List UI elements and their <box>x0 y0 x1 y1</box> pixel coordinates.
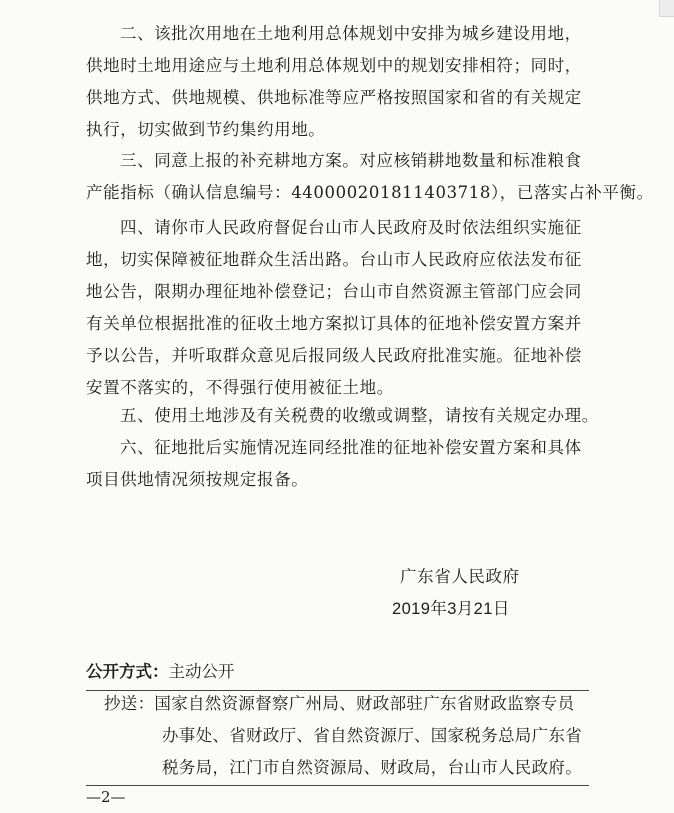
paragraph-line: 四、请你市人民政府督促台山市人民政府及时依法组织实施征 <box>120 218 582 237</box>
paragraph-line: 安置不落实的，不得强行使用被征土地。 <box>86 378 394 397</box>
signature-organization: 广东省人民政府 <box>400 567 520 586</box>
cc-label: 抄送： <box>104 694 155 713</box>
paragraph-line: 五、使用土地涉及有关税费的收缴或调整，请按有关规定办理。 <box>120 406 599 425</box>
paragraph-line: 供地方式、供地规模、供地标准等应严格按照国家和省的有关规定 <box>86 88 582 107</box>
paragraph-line: 二、该批次用地在土地利用总体规划中安排为城乡建设用地， <box>120 24 582 43</box>
paragraph-line: 项目供地情况须按规定报备。 <box>86 470 309 489</box>
paragraph-2 <box>86 18 586 146</box>
cc-line: 国家自然资源督察广州局、财政部驻广东省财政监察专员 <box>154 694 575 713</box>
paragraph-line: 产能指标（确认信息编号：440000201811403718），已落实占补平衡。 <box>86 183 654 202</box>
paragraph-line: 六、征地批后实施情况连同经批准的征地补偿安置方案和具体 <box>120 438 582 457</box>
cc-bottom-rule <box>86 785 589 786</box>
paragraph-5 <box>86 400 599 432</box>
paragraph-line: 地公告，限期办理征地补偿登记；台山市自然资源主管部门应会同 <box>86 282 582 301</box>
paragraph-line: 地，切实保障被征地群众生活出路。台山市人民政府应依法发布征 <box>86 250 582 269</box>
paragraph-line: 三、同意上报的补充耕地方案。对应核销耕地数量和标准粮食 <box>120 151 582 170</box>
cc-list <box>104 688 594 784</box>
scan-corner-mark <box>659 0 674 17</box>
disclosure-method <box>86 656 235 688</box>
cc-first-line <box>104 688 594 720</box>
cc-line: 办事处、省财政厅、省自然资源厅、国家税务总局广东省 <box>162 726 582 745</box>
paragraph-4 <box>86 212 586 404</box>
paragraph-line: 有关单位根据批准的征收土地方案拟订具体的征地补偿安置方案并 <box>86 314 582 333</box>
cc-line: 税务局，江门市自然资源局、财政局，台山市人民政府。 <box>162 758 582 777</box>
paragraph-line: 予以公告，并听取群众意见后报同级人民政府批准实施。征地补偿 <box>86 346 582 365</box>
disclosure-label: 公开方式： <box>86 662 169 681</box>
paragraph-6 <box>86 432 586 496</box>
paragraph-line: 供地时土地用途应与土地利用总体规划中的规划安排相符；同时， <box>86 56 582 75</box>
signature-date: 2019年3月21日 <box>392 600 510 618</box>
disclosure-value: 主动公开 <box>168 662 235 681</box>
page-number: —2— <box>86 788 126 806</box>
paragraph-line: 执行，切实做到节约集约用地。 <box>86 120 326 139</box>
paragraph-3 <box>86 145 654 209</box>
